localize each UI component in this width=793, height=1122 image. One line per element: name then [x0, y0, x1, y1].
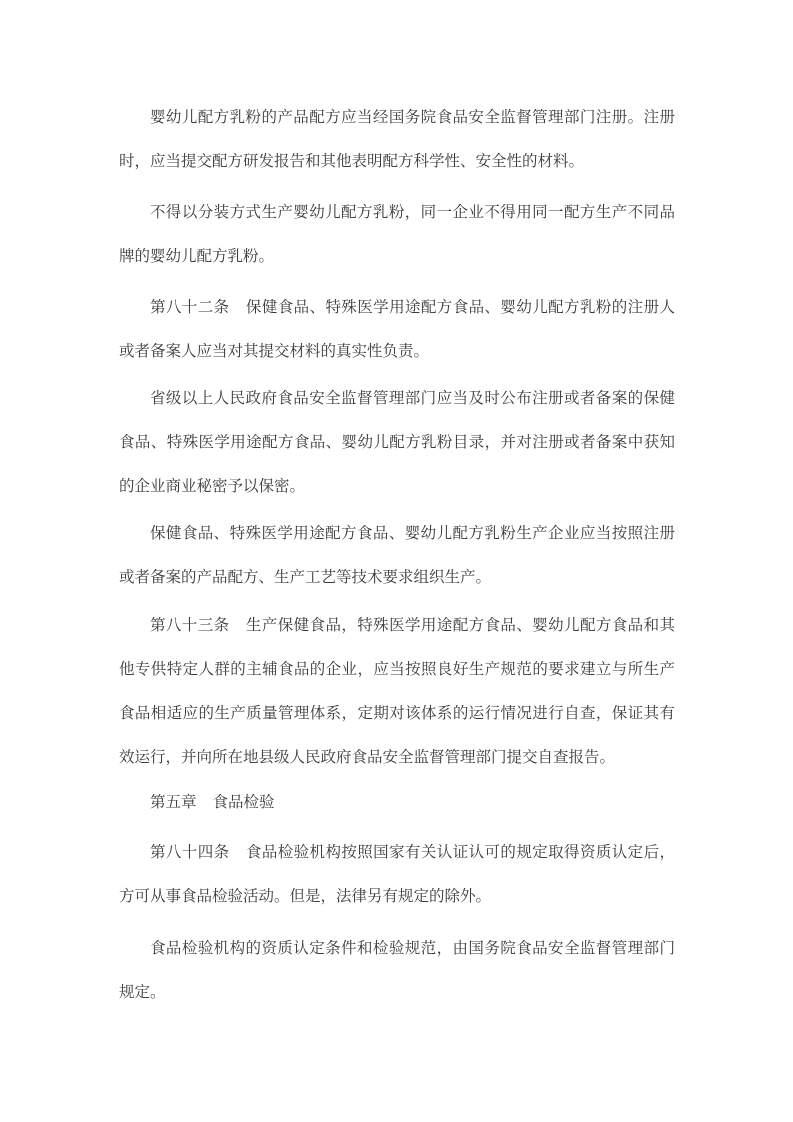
- paragraph-text: 婴幼儿配方乳粉的产品配方应当经国务院食品安全监督管理部门注册。注册时，应当提交配方研发报告和其他表明配方科学性、安全性的材料。: [119, 108, 675, 170]
- article-82: [119, 285, 675, 373]
- article-84-text: 食品检验机构按照国家有关认证认可的规定取得资质认定后，方可从事食品检验活动。但是，法律另有规定的除外。: [119, 843, 675, 905]
- paragraph-repackaging-ban: [119, 190, 675, 278]
- article-83: [119, 603, 675, 779]
- article-84-heading: 第八十四条: [150, 843, 230, 861]
- chapter-5-title: 食品检验: [212, 793, 275, 811]
- article-82-paragraph-2: [119, 376, 675, 508]
- paragraph-text: 保健食品、特殊医学用途配方食品、婴幼儿配方乳粉生产企业应当按照注册或者备案的产品配方、生产工艺等技术要求组织生产。: [119, 524, 675, 586]
- article-82-text: 保健食品、特殊医学用途配方食品、婴幼儿配方乳粉的注册人或者备案人应当对其提交材料的真实性负责。: [119, 298, 675, 360]
- paragraph-infant-formula-registration: [119, 95, 675, 183]
- paragraph-text: 不得以分装方式生产婴幼儿配方乳粉，同一企业不得用同一配方生产不同品牌的婴幼儿配方乳粉。: [119, 203, 675, 265]
- article-82-paragraph-3: [119, 511, 675, 599]
- article-82-heading: 第八十二条: [150, 298, 230, 316]
- paragraph-text: 食品检验机构的资质认定条件和检验规范，由国务院食品安全监督管理部门规定。: [119, 939, 675, 1001]
- article-83-heading: 第八十三条: [150, 616, 230, 634]
- article-84: [119, 830, 675, 918]
- chapter-5-heading: [119, 780, 675, 824]
- article-84-paragraph-2: [119, 926, 675, 1014]
- chapter-5-number: 第五章: [150, 793, 197, 811]
- paragraph-text: 省级以上人民政府食品安全监督管理部门应当及时公布注册或者备案的保健食品、特殊医学用途配方食品、婴幼儿配方乳粉目录，并对注册或者备案中获知的企业商业秘密予以保密。: [119, 389, 675, 495]
- article-83-text: 生产保健食品，特殊医学用途配方食品、婴幼儿配方食品和其他专供特定人群的主辅食品的企业，应当按照良好生产规范的要求建立与所生产食品相适应的生产质量管理体系，定期对该体系的运行情况进行自查，保证其有效运行，并向所在地县级人民政府食品安全监督管理部门提交自查报告。: [119, 616, 675, 766]
